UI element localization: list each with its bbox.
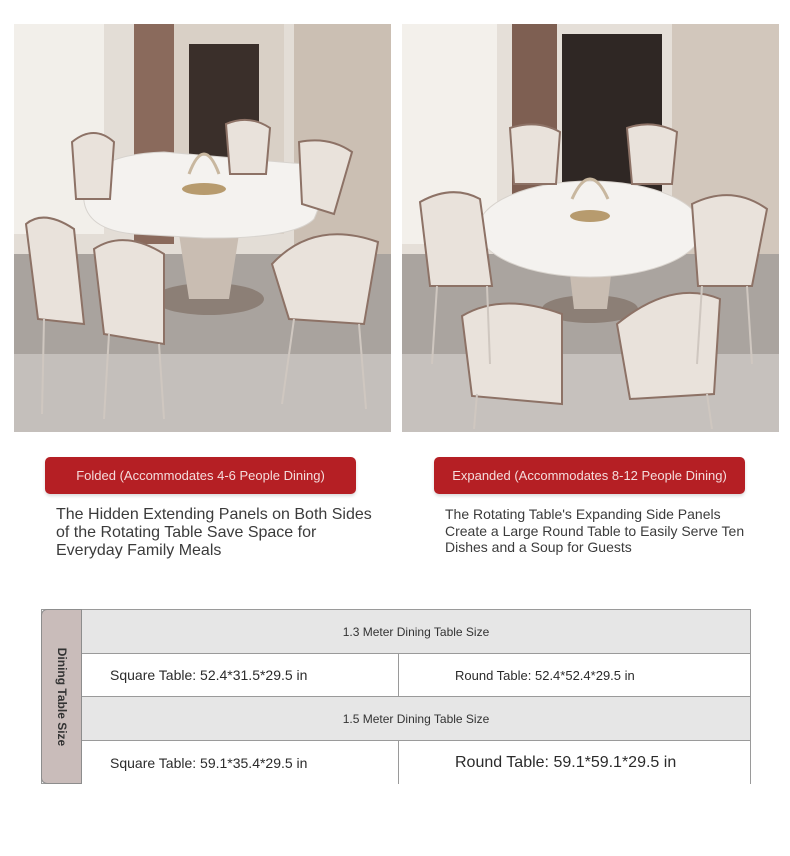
round-table-size: Round Table: 52.4*52.4*29.5 in <box>455 667 635 683</box>
table-row <box>82 654 750 697</box>
folded-table-illustration <box>14 24 391 432</box>
square-table-size: Square Table: 52.4*31.5*29.5 in <box>82 654 399 696</box>
size-table-side-label <box>41 609 82 784</box>
folded-capacity-label: Folded (Accommodates 4-6 People Dining) <box>45 457 356 494</box>
side-label-text: Dining Table Size <box>54 647 69 746</box>
folded-description: The Hidden Extending Panels on Both Sides of the Rotating Table Save Space for Everyday Family Meals <box>56 506 372 559</box>
dining-table-size-table <box>41 609 751 784</box>
table-row <box>82 741 750 784</box>
size-section-header: 1.5 Meter Dining Table Size <box>82 697 750 741</box>
expanded-capacity-label: Expanded (Accommodates 8-12 People Dining) <box>434 457 745 494</box>
round-table-size: Round Table: 59.1*59.1*29.5 in <box>455 753 677 771</box>
folded-table-photo <box>14 24 391 432</box>
expanded-table-illustration <box>402 24 779 432</box>
square-table-size: Square Table: 59.1*35.4*29.5 in <box>82 741 399 784</box>
size-section-header: 1.3 Meter Dining Table Size <box>82 610 750 654</box>
expanded-description: The Rotating Table's Expanding Side Panels Create a Large Round Table to Easily Serve Ten Dishes and a Soup for Guests <box>445 506 745 555</box>
expanded-table-photo <box>402 24 779 432</box>
